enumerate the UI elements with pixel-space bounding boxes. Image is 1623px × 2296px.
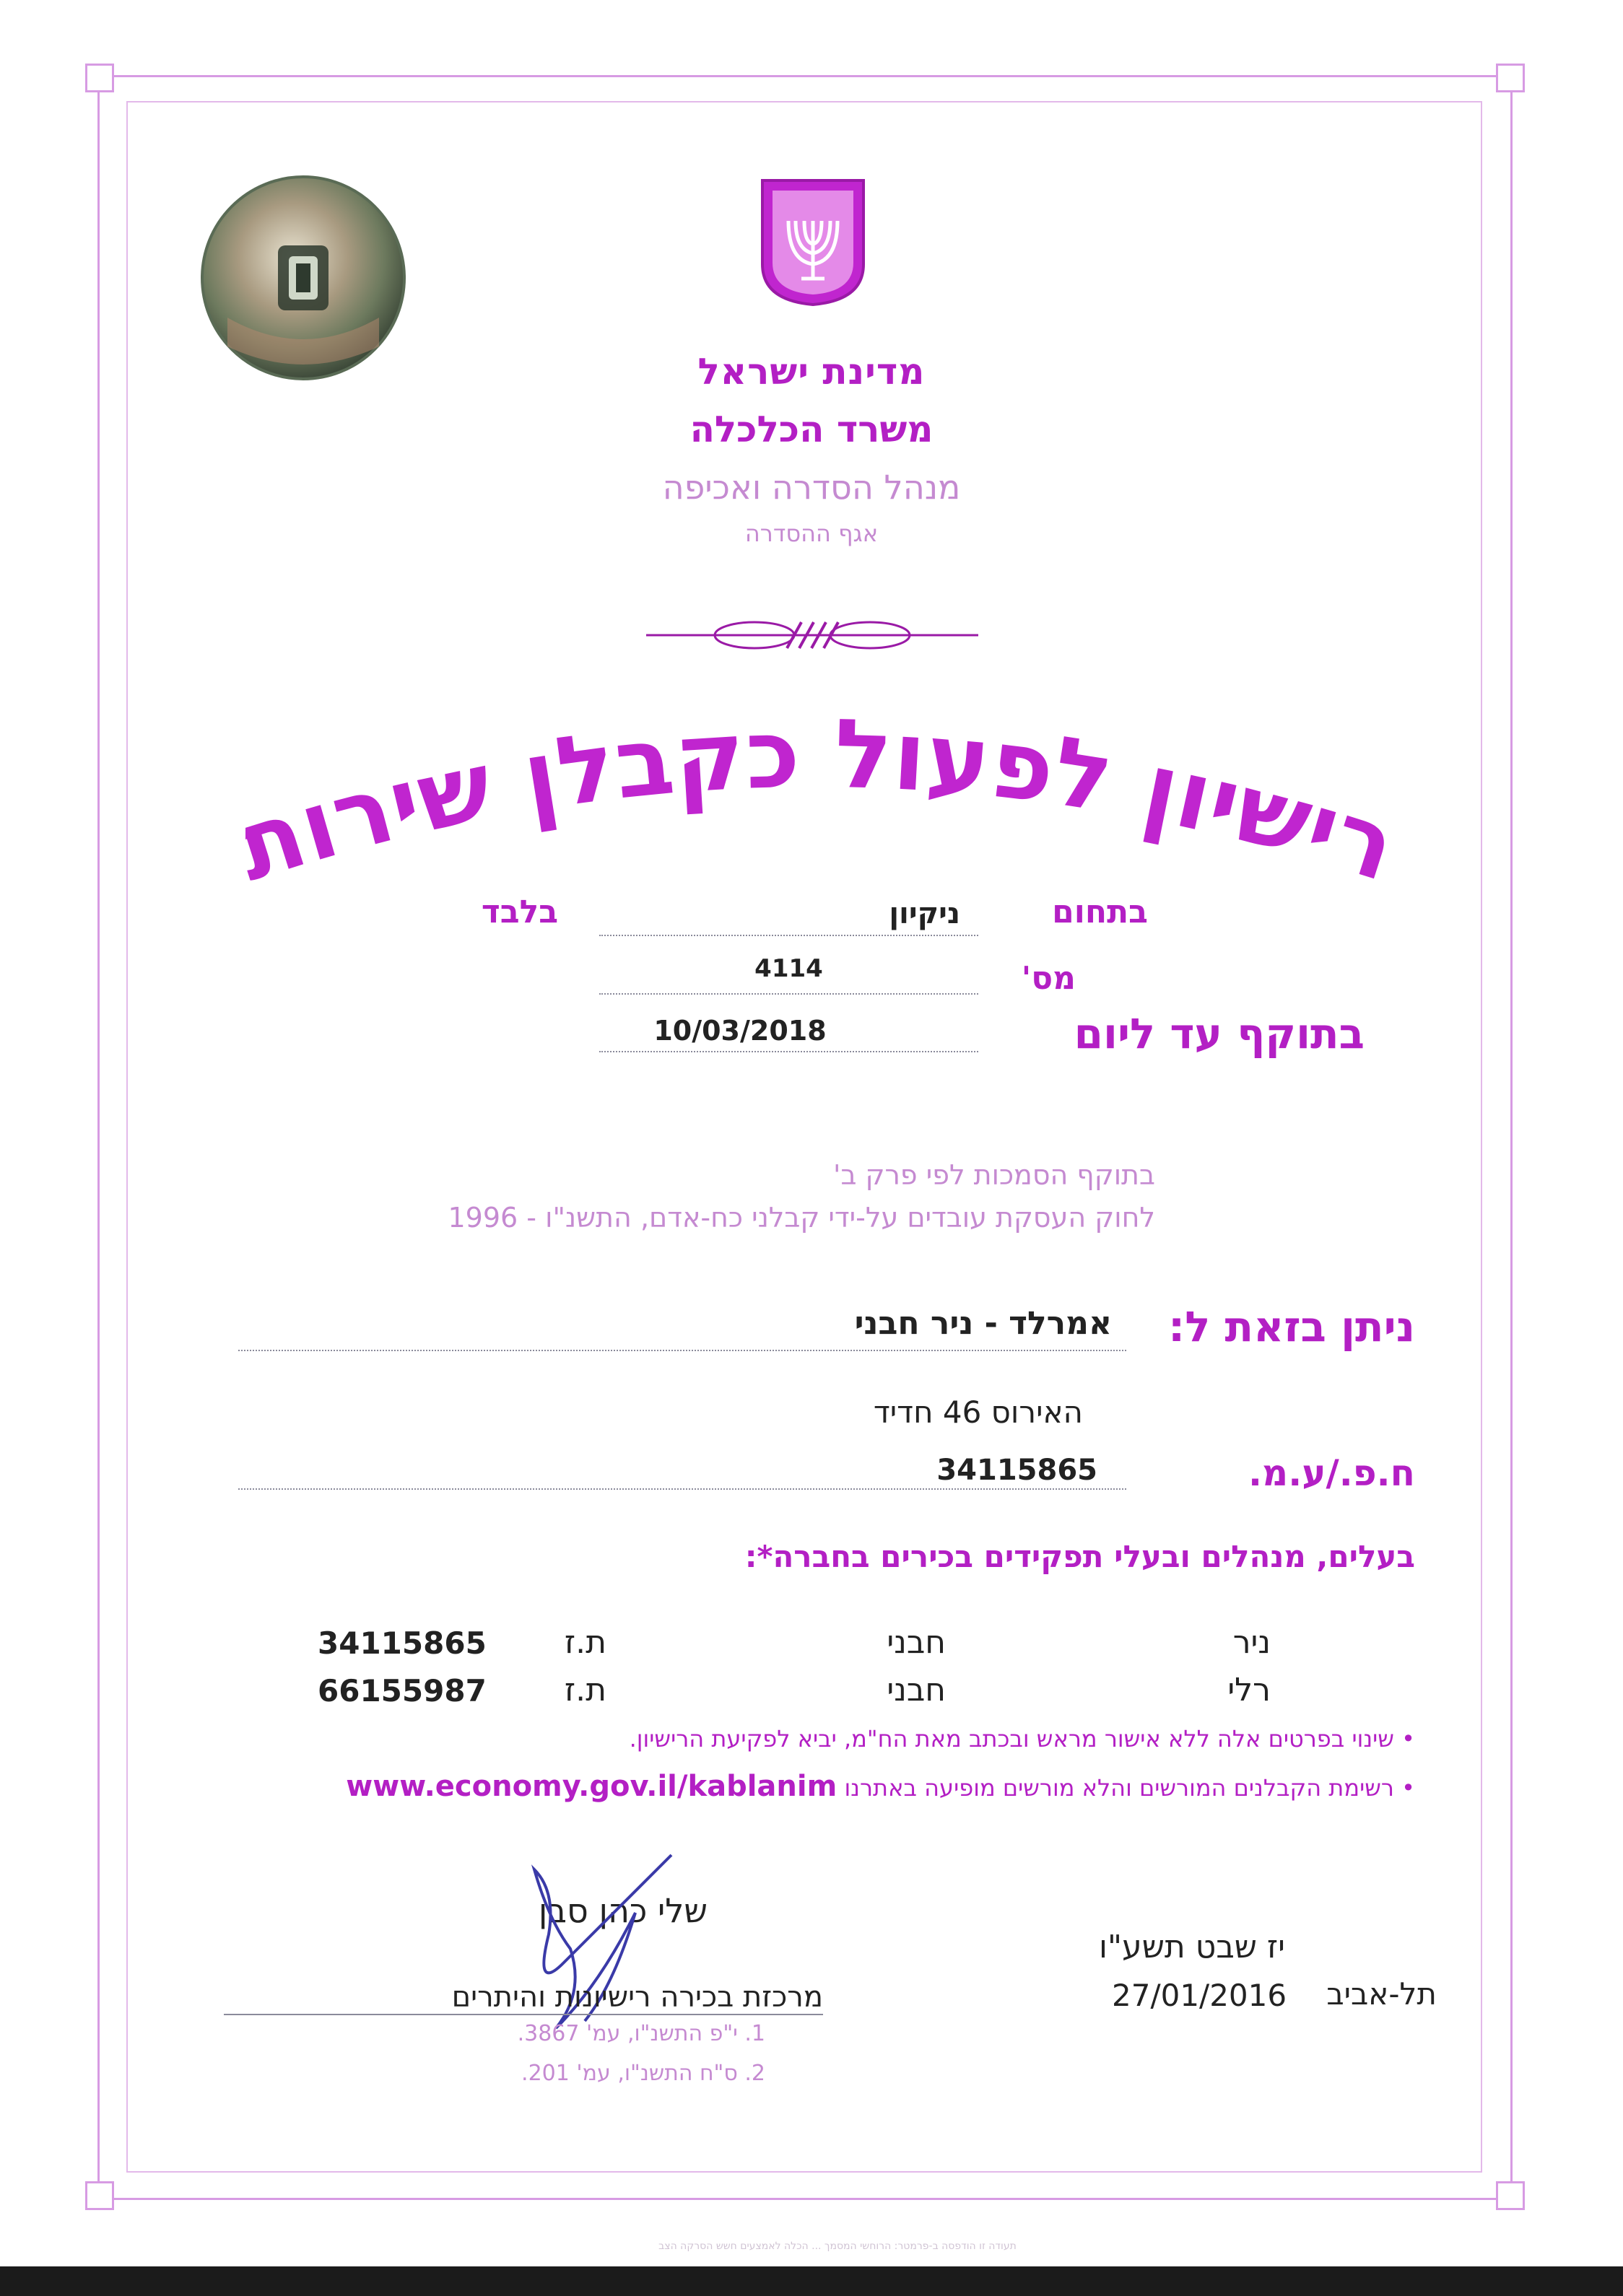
hologram-seal-icon xyxy=(199,173,408,383)
department-name: אגף ההסדרה xyxy=(744,520,879,547)
reference-1: 1. י"פ התשנ"ו, עמ' 3867. xyxy=(517,2021,765,2046)
frame-corner xyxy=(85,2181,114,2210)
authority-line-2: לחוק העסקת עובדים על-ידי קבלני כח-אדם, התשנ"ו - 1996 xyxy=(448,1202,1155,1234)
grantee-name: אמרלד - ניר חבני xyxy=(854,1305,1112,1342)
frame-corner xyxy=(1496,64,1525,92)
company-id-label: ח.פ./ע.מ. xyxy=(1248,1452,1415,1494)
granted-to-label: ניתן בזאת ל: xyxy=(1168,1302,1415,1351)
website-link[interactable]: www.economy.gov.il/kablanim xyxy=(346,1770,837,1803)
owner-id-value: 66155987 xyxy=(318,1673,487,1708)
license-number-label: מס' xyxy=(1021,960,1076,997)
field-underline xyxy=(599,935,978,936)
owner-id-label: ת.ז xyxy=(564,1624,606,1661)
owner-id-value: 34115865 xyxy=(318,1625,487,1661)
license-title-text: ישיון לפעול כקבלן שירו xyxy=(287,698,1352,886)
gregorian-date: 27/01/2016 xyxy=(1112,1978,1287,2013)
place: תל-אביב xyxy=(1326,1976,1437,2012)
reference-2: 2. ס"ח התשנ"ו, עמ' 201. xyxy=(521,2061,765,2086)
owner-last-name: חבני xyxy=(887,1624,946,1661)
owner-first-name: רלי xyxy=(1227,1672,1271,1708)
scan-bottom-edge xyxy=(0,2266,1623,2296)
signatory-role: מרכזת בכירה רישיונות והיתרים xyxy=(451,1981,823,2014)
owner-first-name: ניר xyxy=(1232,1624,1271,1661)
state-name: מדינת ישראל xyxy=(697,351,926,393)
ministry-name: משרד הכלכלה xyxy=(689,409,934,450)
field-label: בתחום xyxy=(1052,894,1148,930)
grantee-address: האירוס 46 חדיד xyxy=(873,1394,1083,1430)
field-value: ניקיון xyxy=(889,897,960,930)
owner-id-label: ת.ז xyxy=(564,1672,606,1708)
state-emblem-icon xyxy=(760,178,866,306)
frame-corner xyxy=(85,64,114,92)
owners-heading: בעלים, מנהלים ובעלי תפקידים בכירים בחברה*: xyxy=(744,1539,1415,1574)
note-changes-text: שינוי בפרטים אלה ללא אישור מראש ובכתב מאת הח"מ, יביא לפקיעת הרישיון. xyxy=(629,1725,1394,1752)
footer-microtext: תעודה זו הודפסה ב-פרמטר: הרוחשי המסמך ... הכלה לאמצעים חשש הסרקה הצב xyxy=(658,2240,1017,2252)
valid-underline xyxy=(599,1051,978,1052)
svg-text:רישיון לפעול כקבלן שירות xyxy=(245,699,1386,902)
note-website: • רשימת הקבלנים המורשים והלא מורשים מופיעה באתרנו www.economy.gov.il/kablanim xyxy=(346,1770,1415,1803)
note-website-text: רשימת הקבלנים המורשים והלא מורשים מופיעה באתרנו xyxy=(844,1774,1394,1802)
signature-underline xyxy=(224,2014,823,2015)
company-id-value: 34115865 xyxy=(936,1454,1097,1487)
owner-last-name: חבני xyxy=(887,1672,946,1708)
company-id-underline xyxy=(238,1488,1126,1490)
license-number-value: 4114 xyxy=(754,954,823,983)
valid-until-label: בתוקף עד ליום xyxy=(1074,1009,1365,1058)
number-underline xyxy=(599,993,978,995)
hebrew-date: יז שבט תשע"ו xyxy=(1098,1929,1285,1965)
signatory-name: שלי כהן סבן xyxy=(538,1891,708,1930)
ornament-divider-icon xyxy=(646,614,978,657)
authority-line-1: בתוקף הסמכות לפי פרק ב' xyxy=(833,1159,1155,1191)
frame-corner xyxy=(1496,2181,1525,2210)
grantee-underline xyxy=(238,1350,1126,1351)
note-changes: • שינוי בפרטים אלה ללא אישור מראש ובכתב מאת הח"מ, יביא לפקיעת הרישיון. xyxy=(629,1725,1415,1752)
division-name: מנהל הסדרה ואכיפה xyxy=(662,468,961,507)
field-suffix: בלבד xyxy=(481,894,559,930)
valid-until-value: 10/03/2018 xyxy=(653,1015,827,1047)
license-title xyxy=(245,693,1386,902)
